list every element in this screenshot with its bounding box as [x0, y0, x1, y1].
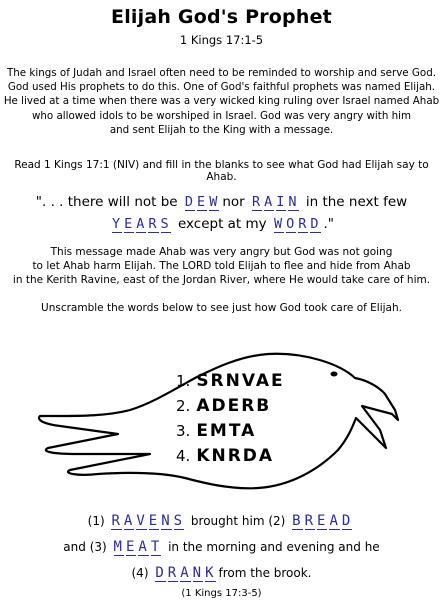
- blank-years[interactable]: [109, 213, 174, 235]
- handwritten-letter: E: [148, 513, 160, 529]
- message-paragraph: [0, 245, 443, 288]
- message-line: to let Ahab harm Elijah. The LORD told Elijah to flee and hide from Ahab: [32, 260, 411, 273]
- handwritten-letter: A: [123, 513, 135, 529]
- answer-number: (4): [131, 566, 149, 580]
- handwritten-letter: R: [298, 216, 309, 232]
- scrambled-number: 4.: [176, 447, 191, 465]
- handwritten-letter: D: [310, 216, 321, 232]
- handwritten-letter: R: [304, 513, 316, 529]
- verse-text: nor: [222, 194, 249, 210]
- handwritten-letter: S: [160, 216, 171, 232]
- read-instruction: Read 1 Kings 17:1 (NIV) and fill in the blanks to see what God had Elijah say to Ahab.: [14, 159, 429, 183]
- handwritten-letter: I: [276, 194, 287, 210]
- handwritten-letter: E: [125, 539, 137, 555]
- intro-line: The kings of Judah and Israel often need to be reminded to worship and serve God.: [6, 67, 437, 79]
- handwritten-letter: A: [264, 194, 275, 210]
- handwritten-letter: N: [288, 194, 299, 210]
- scrambled-number: 2.: [176, 397, 191, 415]
- footer-reference: (1 Kings 17:3-5): [181, 588, 262, 599]
- scrambled-word-1: [176, 371, 285, 391]
- handwritten-letter: V: [136, 513, 147, 529]
- handwritten-letter: E: [317, 513, 328, 529]
- scrambled-number: 3.: [176, 422, 191, 440]
- answer-number: (3): [89, 540, 107, 554]
- blank-dew[interactable]: [182, 191, 222, 213]
- handwritten-letter: T: [150, 539, 162, 555]
- intro-line: God used His prophets to do this. One of God's faithful prophets was named Elijah.: [7, 81, 436, 94]
- handwritten-letter: R: [252, 194, 263, 210]
- handwritten-letter: O: [286, 216, 297, 232]
- answer-ravens[interactable]: [108, 508, 187, 534]
- handwritten-letter: R: [167, 565, 179, 581]
- verse-text: .": [323, 216, 335, 232]
- verse-text: except at my: [173, 216, 271, 232]
- handwritten-letter: A: [136, 216, 147, 232]
- raven-eye: [331, 372, 338, 377]
- handwritten-letter: A: [180, 565, 191, 581]
- intro-line: He lived at a time when there was a very wicked king ruling over Israel named Ahab: [3, 95, 440, 108]
- answer-bread[interactable]: [289, 508, 355, 534]
- answer-number: (1): [87, 514, 105, 528]
- scrambled-letters: KNRDA: [196, 446, 275, 466]
- handwritten-letter: D: [341, 513, 353, 529]
- message-line: This message made Ahab was very angry but God was not going: [50, 246, 393, 258]
- handwritten-letter: W: [273, 216, 285, 232]
- handwritten-letter: R: [111, 513, 122, 529]
- verse-text: ". . . there will not be: [35, 194, 182, 210]
- scrambled-letters: ADERB: [196, 396, 272, 416]
- message-line: in the Kerith Ravine, east of the Jordan River, where He would take care of him.: [12, 274, 431, 287]
- handwritten-letter: B: [292, 513, 303, 529]
- scrambled-word-4: [176, 446, 274, 466]
- intro-paragraph: [0, 66, 443, 137]
- answer-text: in the morning and evening and he: [164, 540, 380, 554]
- handwritten-letter: Y: [111, 216, 123, 232]
- page-title: Elijah God's Prophet: [111, 6, 332, 28]
- scripture-reference: 1 Kings 17:1-5: [179, 33, 264, 47]
- handwritten-letter: E: [124, 216, 135, 232]
- handwritten-letter: W: [209, 194, 220, 210]
- scrambled-word-3: [176, 421, 256, 441]
- answer-meat[interactable]: [111, 534, 165, 560]
- intro-line: who allowed idols to be worshiped in Israel. God was very angry with him: [31, 109, 412, 122]
- scrambled-number: 1.: [176, 372, 191, 390]
- answer-text: brought him: [187, 514, 269, 528]
- handwritten-letter: N: [161, 513, 172, 529]
- unscramble-instruction: Unscramble the words below to see just how God took care of Elijah.: [41, 302, 402, 314]
- handwritten-letter: D: [184, 194, 196, 210]
- scrambled-letters: SRNVAE: [196, 371, 285, 391]
- handwritten-letter: A: [329, 513, 340, 529]
- handwritten-letter: A: [138, 539, 149, 555]
- handwritten-letter: R: [148, 216, 159, 232]
- handwritten-letter: D: [155, 565, 166, 581]
- intro-line: and sent Elijah to the King with a message.: [109, 123, 334, 136]
- handwritten-letter: M: [113, 539, 124, 555]
- answer-text: from the brook.: [218, 566, 312, 580]
- handwritten-letter: N: [192, 565, 204, 581]
- handwritten-letter: K: [205, 565, 216, 581]
- answer-number: (2): [268, 514, 286, 528]
- handwritten-letter: E: [197, 194, 208, 210]
- blank-rain[interactable]: [249, 191, 302, 213]
- blank-word[interactable]: [271, 213, 324, 235]
- verse-text: in the next few: [301, 194, 408, 210]
- answer-drank[interactable]: [152, 560, 218, 586]
- answers-section: [0, 508, 443, 586]
- scrambled-letters: EMTA: [196, 421, 257, 441]
- scrambled-word-2: [176, 396, 271, 416]
- verse-fill-in: [0, 191, 443, 235]
- answer-text: and: [63, 540, 90, 554]
- handwritten-letter: S: [173, 513, 185, 529]
